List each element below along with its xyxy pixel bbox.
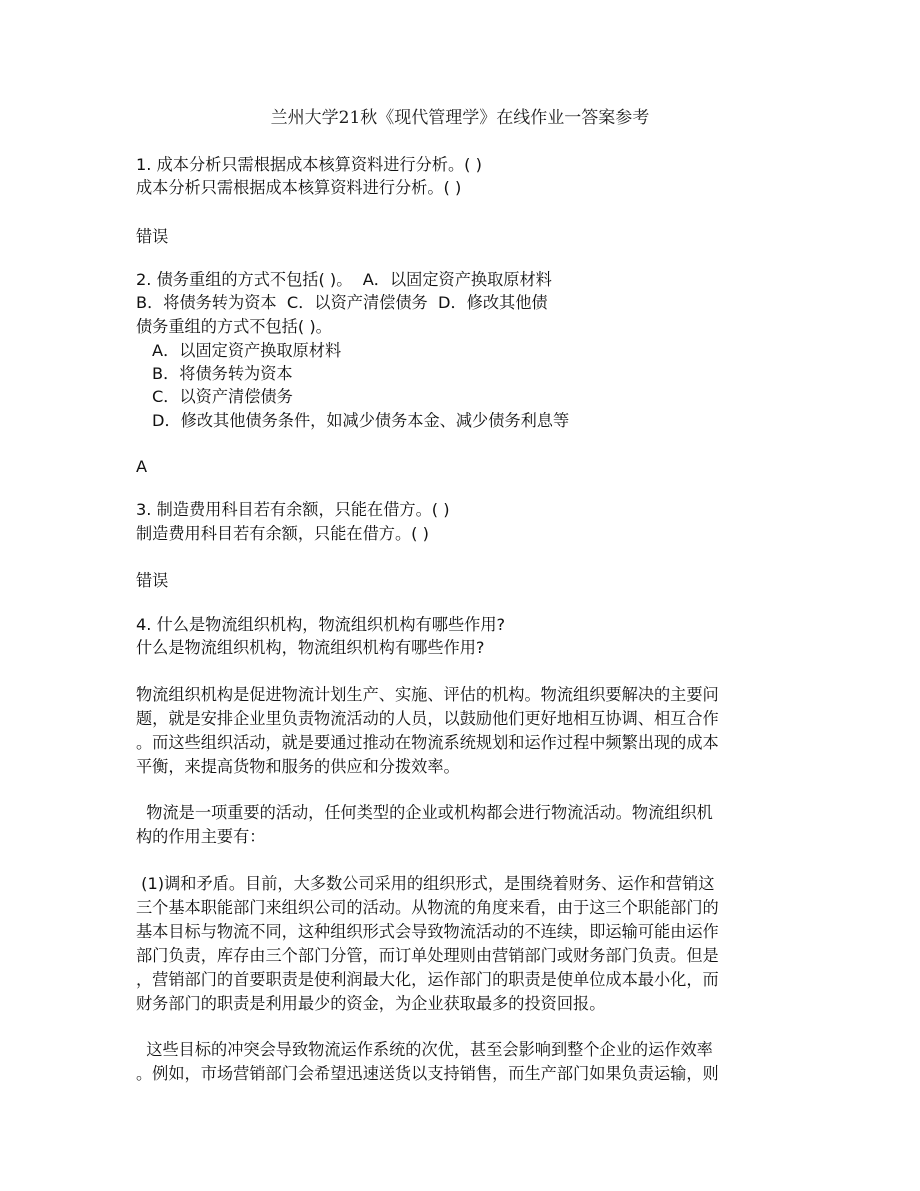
question-2-answer: A — [136, 457, 148, 476]
question-1-answer: 错误 — [136, 227, 169, 246]
question-4-heading: 4. 什么是物流组织机构，物流组织机构有哪些作用? — [136, 615, 506, 634]
question-3-heading: 3. 制造费用科目若有余额，只能在借方。( ) — [136, 500, 450, 519]
answer-paragraph-3-line: 三个基本职能部门来组织公司的活动。从物流的角度来看，由于这三个职能部门的 — [136, 898, 719, 917]
answer-paragraph-2-line: 物流是一项重要的活动，任何类型的企业或机构都会进行物流活动。物流组织机 — [136, 803, 713, 822]
question-2-option: C．以资产清偿债务 — [152, 387, 293, 406]
question-1-stem: 成本分析只需根据成本核算资料进行分析。( ) — [136, 178, 462, 197]
question-3-answer: 错误 — [136, 571, 169, 590]
answer-paragraph-4-line: 。例如，市场营销部门会希望迅速送货以支持销售，而生产部门如果负责运输，则 — [136, 1064, 719, 1083]
question-2-heading-line-2: B．将债务转为资本 C．以资产清偿债务 D．修改其他债 — [136, 293, 548, 312]
answer-paragraph-4-line: 这些目标的冲突会导致物流运作系统的次优，甚至会影响到整个企业的运作效率 — [136, 1040, 713, 1059]
answer-paragraph-1-line: 题，就是安排企业里负责物流活动的人员，以鼓励他们更好地相互协调、相互合作 — [136, 709, 719, 728]
answer-paragraph-1-line: 。而这些组织活动，就是要通过推动在物流系统规划和运作过程中频繁出现的成本 — [136, 733, 719, 752]
question-3-stem: 制造费用科目若有余额，只能在借方。( ) — [136, 524, 429, 543]
answer-paragraph-2-line: 构的作用主要有： — [136, 827, 266, 846]
question-1-heading: 1. 成本分析只需根据成本核算资料进行分析。( ) — [136, 155, 482, 174]
answer-paragraph-3-line: (1)调和矛盾。目前，大多数公司采用的组织形式，是围绕着财务、运作和营销这 — [136, 874, 715, 893]
answer-paragraph-1-line: 平衡，来提高货物和服务的供应和分拨效率。 — [136, 757, 460, 776]
answer-paragraph-3-line: 部门负责，库存由三个部门分管，而订单处理则由营销部门或财务部门负责。但是 — [136, 946, 719, 965]
answer-paragraph-1-line: 物流组织机构是促进物流计划生产、实施、评估的机构。物流组织要解决的主要问 — [136, 685, 719, 704]
page-title: 兰州大学21秋《现代管理学》在线作业一答案参考 — [270, 108, 650, 128]
question-2-stem: 债务重组的方式不包括( )。 — [136, 317, 332, 336]
question-4-stem: 什么是物流组织机构，物流组织机构有哪些作用? — [136, 638, 485, 657]
question-2-heading-line-1: 2. 债务重组的方式不包括( )。 A．以固定资产换取原材料 — [136, 270, 552, 289]
answer-paragraph-3-line: 基本目标与物流不同，这种组织形式会导致物流活动的不连续，即运输可能由运作 — [136, 922, 719, 941]
question-2-option: B．将债务转为资本 — [152, 364, 293, 383]
answer-paragraph-3-line: 财务部门的职责是利用最少的资金，为企业获取最多的投资回报。 — [136, 994, 606, 1013]
answer-paragraph-3-line: ，营销部门的首要职责是使利润最大化，运作部门的职责是使单位成本最小化，而 — [136, 970, 719, 989]
question-2-option: D．修改其他债务条件，如减少债务本金、减少债务利息等 — [152, 411, 570, 430]
question-2-option: A．以固定资产换取原材料 — [152, 341, 342, 360]
